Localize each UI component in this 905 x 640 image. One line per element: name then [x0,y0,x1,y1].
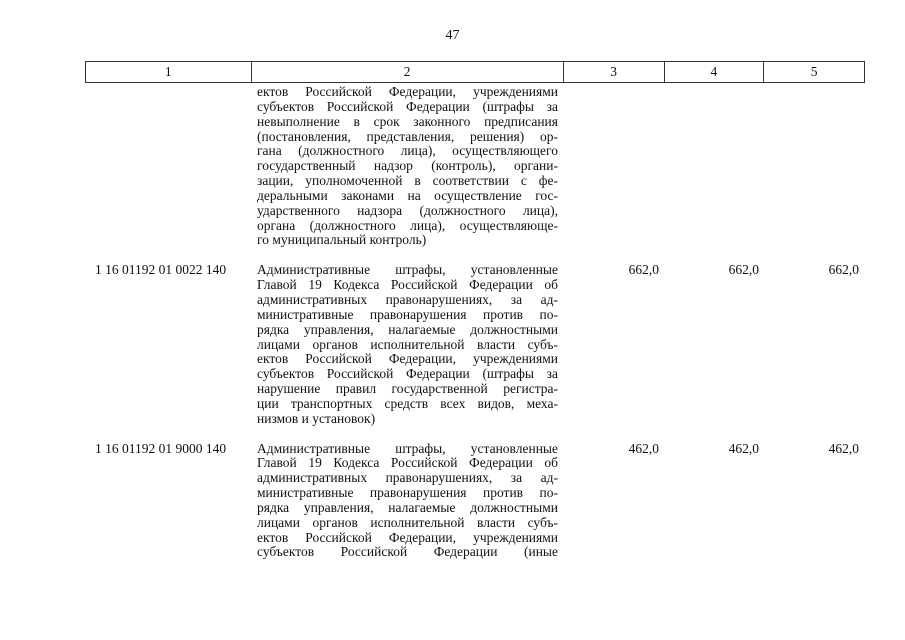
value-col-5: 662,0 [828,262,859,278]
description-line: (постановления, представления, решения) ор- [257,128,558,144]
description-line: рядка управления, налагаемые должностными [257,499,558,515]
description-line: ударственного надзора (должностного лица), [257,202,558,218]
header-col-1: 1 [86,62,252,82]
description-cell [251,263,564,426]
description-line: ектов Российской Федерации, учреждениями [257,84,558,99]
description-line: административных правонарушениях, за ад- [257,291,558,307]
code-cell: 1 16 01192 01 9000 140 [95,440,227,456]
description-line: Главой 19 Кодекса Российской Федерации об [257,455,558,471]
value-col-4 [665,85,765,248]
description-line: административных правонарушениях, за ад- [257,470,558,486]
value-col-3 [564,85,665,248]
value-col-3: 662,0 [628,262,659,278]
description-line: ектов Российской Федерации, учреждениями [257,351,558,367]
description-line: лицами органов исполнительной власти субъ- [257,514,558,530]
code-cell [85,85,251,248]
description-line: го муниципальный контроль) [257,232,427,248]
description-line: зации, уполномоченной в соответствии с фе- [257,173,558,189]
description-line: Административные штрафы, установленные [257,440,558,456]
header-col-2: 2 [252,62,564,82]
description-line: министративные правонарушения против по- [257,306,558,322]
row-gap [85,427,865,442]
table-row [85,442,865,561]
value-col-5: 462,0 [828,440,859,456]
row-gap [85,248,865,263]
table-row [85,263,865,426]
description-line: рядка управления, налагаемые должностными [257,321,558,337]
description-line: субъектов Российской Федерации (штрафы за [257,366,558,382]
description-line: органа (должностного лица), осуществляюще- [257,217,558,233]
code-cell: 1 16 01192 01 0022 140 [95,262,227,278]
description-line: гана (должностного лица), осуществляющего [257,143,558,159]
description-cell [251,442,564,561]
header-col-4: 4 [665,62,765,82]
value-col-4: 462,0 [728,440,759,456]
description-line: лицами органов исполнительной власти субъ- [257,336,558,352]
description-line: низмов и установок) [257,410,376,426]
header-col-5: 5 [810,64,818,79]
description-line: субъектов Российской Федерации (иные [257,544,558,560]
description-line: деральными законами на осуществление гос- [257,187,558,203]
value-col-3: 462,0 [628,440,659,456]
description-line: Административные штрафы, установленные [257,262,558,278]
table-row-continuation [85,85,865,248]
header-col-3: 3 [564,62,665,82]
description-line: Главой 19 Кодекса Российской Федерации об [257,277,558,293]
value-col-5 [765,85,865,248]
page-number: 47 [445,28,460,43]
table-body [85,85,865,560]
description-line: субъектов Российской Федерации (штрафы за [257,98,558,114]
description-line: ектов Российской Федерации, учреждениями [257,529,558,545]
description-line: ции транспортных средств всех видов, меха- [257,395,558,411]
table-header [85,61,865,83]
description-line: невыполнение в срок законного предписания [257,113,558,129]
description-line: нарушение правил государственной регистра- [257,381,558,397]
value-col-4: 662,0 [728,262,759,278]
description-line: министративные правонарушения против по- [257,485,558,501]
description-cell [251,85,564,248]
description-line: государственный надзор (контроль), органи- [257,158,558,174]
